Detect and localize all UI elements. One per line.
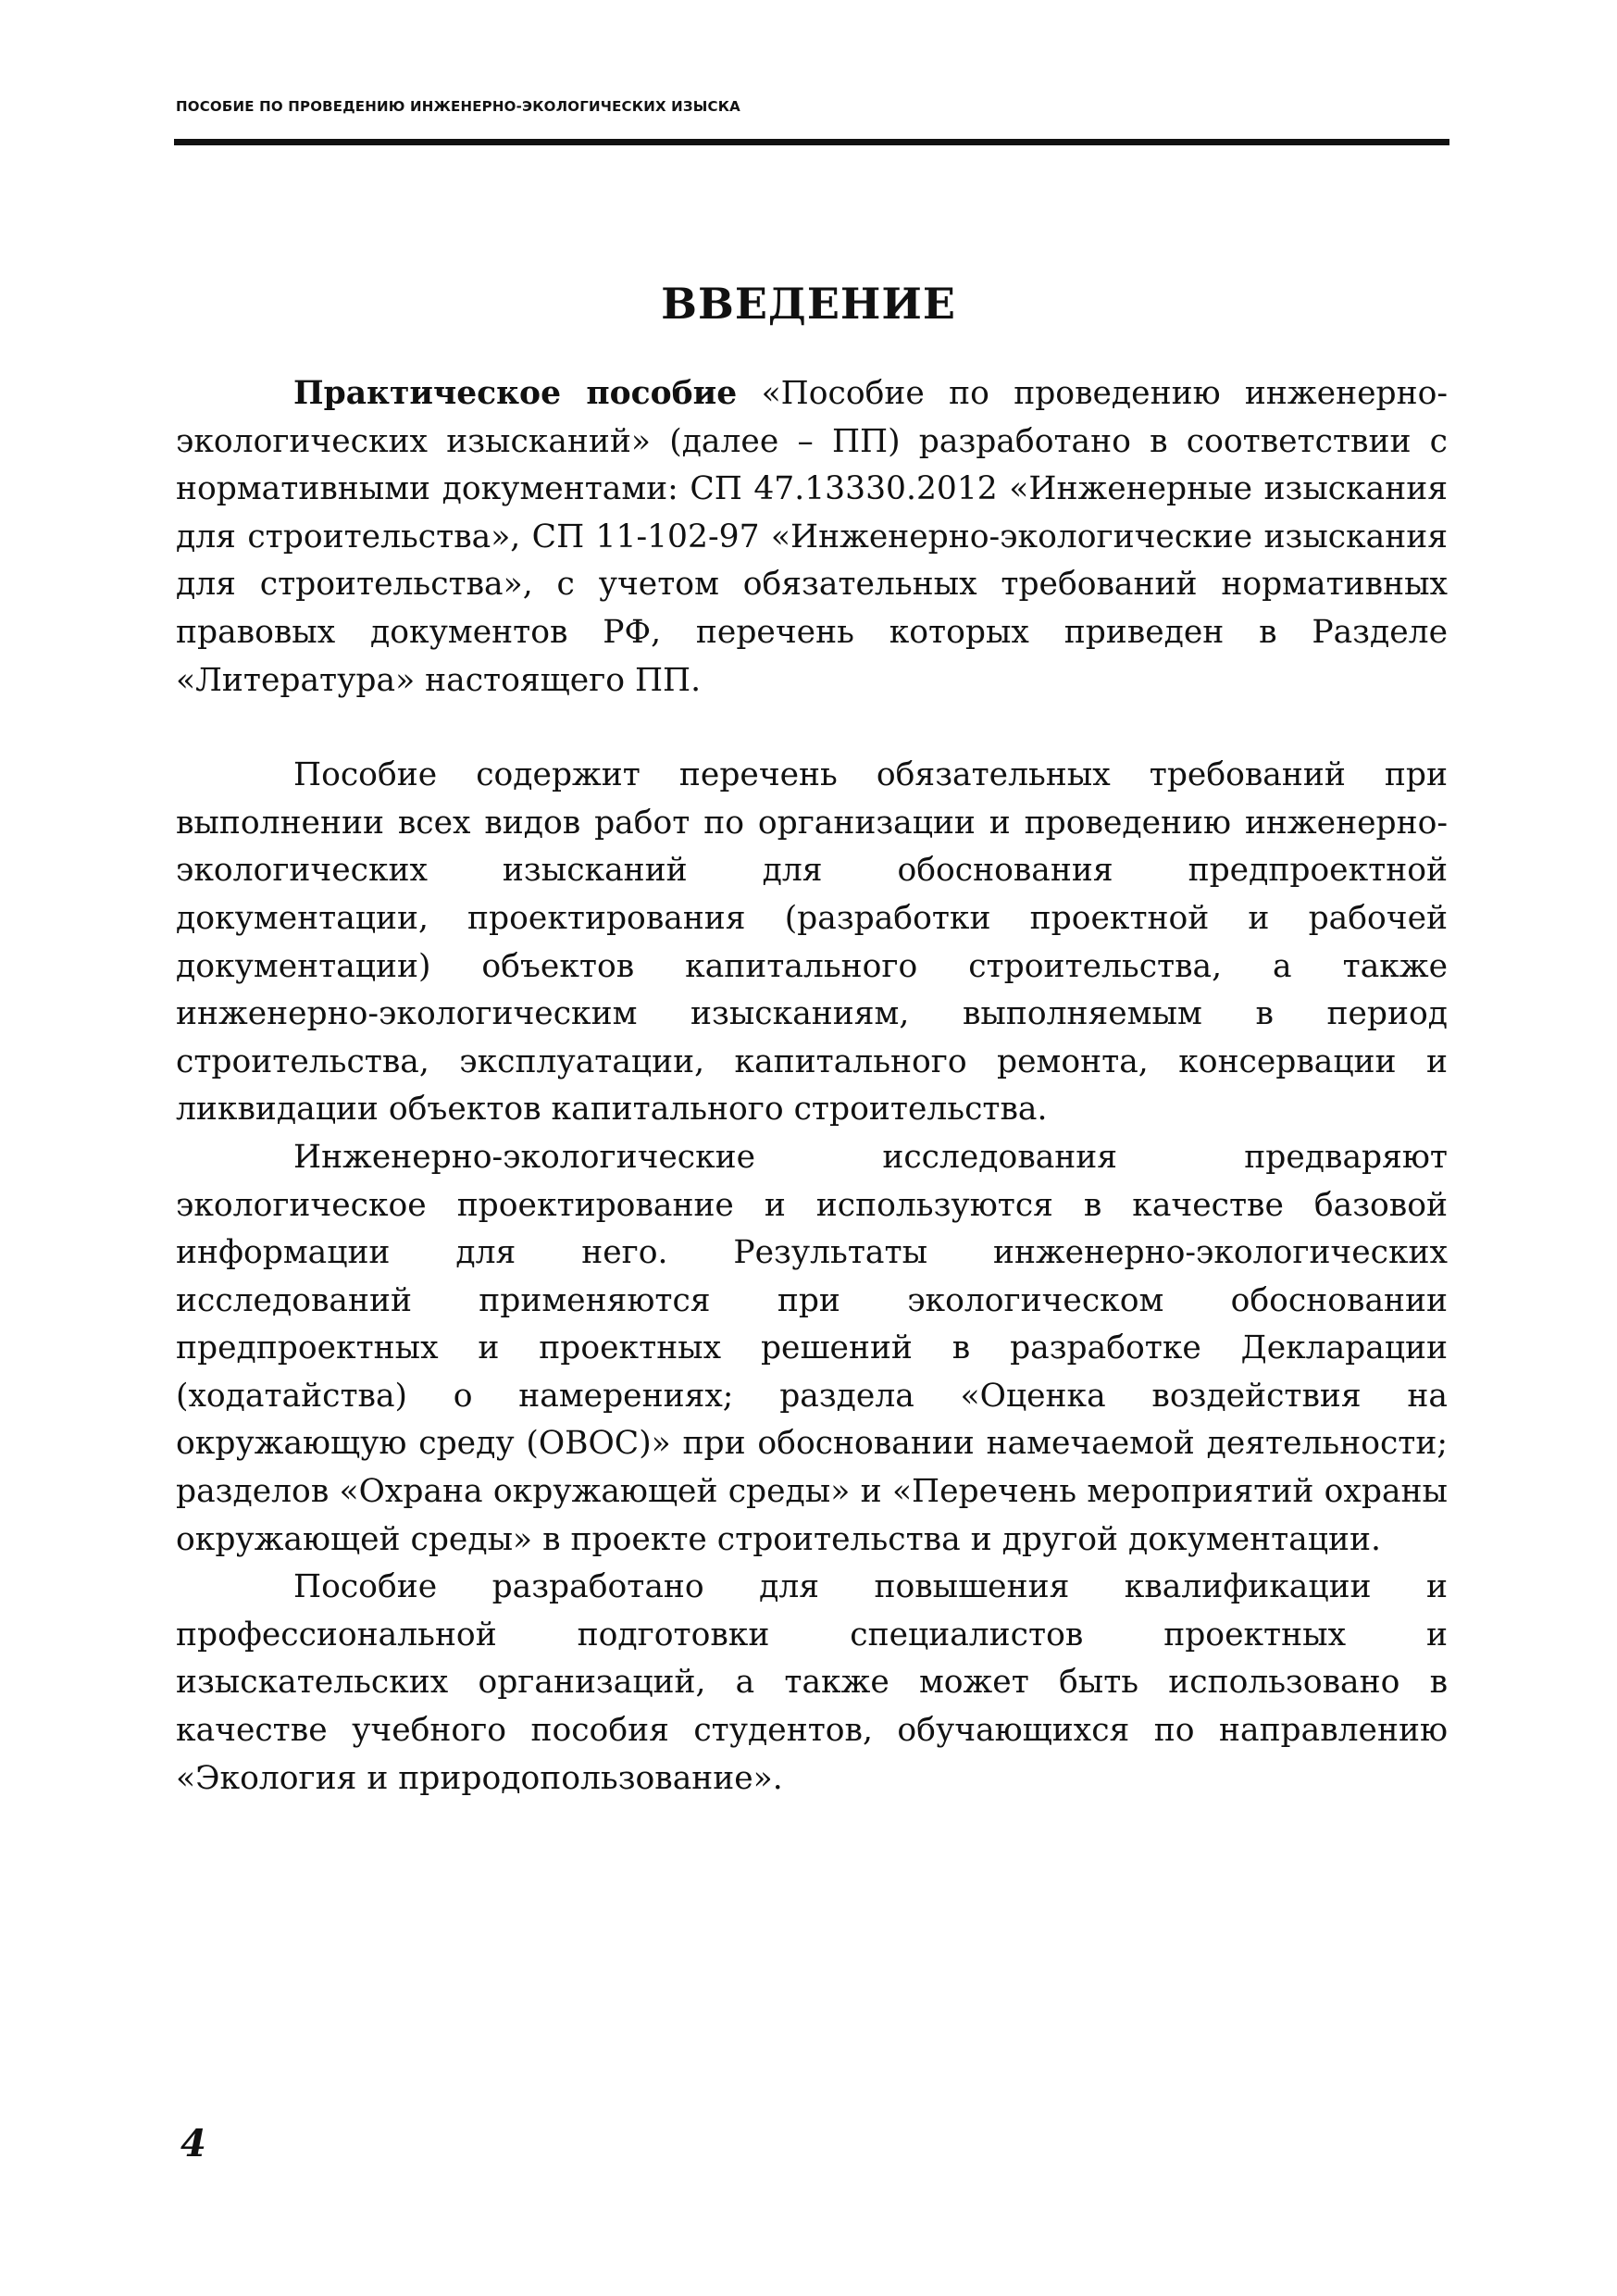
page-number: 4 (180, 2122, 206, 2165)
paragraph-1 (176, 370, 1448, 705)
header-rule (174, 139, 1449, 145)
running-header: ПОСОБИЕ ПО ПРОВЕДЕНИЮ ИНЖЕНЕРНО-ЭКОЛОГИЧЕСКИХ ИЗЫСКА (176, 98, 740, 115)
paragraph-4: Пособие разработано для повышения квалификации и профессиональной подготовки специалистов проектных и изыскательских организаций, а также может быть использовано в качестве учебного пособия студентов, обучающихся по направлению «Экология и природопользование». (176, 1568, 1448, 1797)
page-title: ВВЕДЕНИЕ (661, 278, 956, 329)
paragraph-1-text: «Пособие по проведению инженерно-экологических изысканий» (далее – ПП) разработано в соответствии с нормативными документами: СП 47.13330.2012 «Инженерные изыскания для строительства», СП 11-102-97 «Инженерно-экологические изыскания для строительства», с учетом обязательных требований нормативных правовых документов РФ, перечень которых приведен в Разделе «Литература» настоящего ПП. (176, 375, 1448, 699)
paragraph-3: Инженерно-экологические исследования предваряют экологическое проектирование и используются в качестве базовой информации для него. Результаты инженерно-экологических исследований применяются при экологическом обосновании предпроектных и проектных решений в разработке Декларации (ходатайства) о намерениях; раздела «Оценка воздействия на окружающую среду (ОВОС)» при обосновании намечаемой деятельности; разделов «Охрана окружающей среды» и «Перечень мероприятий охраны окружающей среды» в проекте строительства и другой документации. (176, 1138, 1448, 1558)
paragraph-1-lead: Практическое пособие (293, 375, 738, 412)
body-text (176, 370, 1448, 1803)
paragraph-2: Пособие содержит перечень обязательных требований при выполнении всех видов работ по организации и проведению инженерно-экологических изысканий для обоснования предпроектной документации, проектирования (разработки проектной и рабочей документации) объектов капитального строительства, а также инженерно-экологическим изысканиям, выполняемым в период строительства, эксплуатации, капитального ремонта, консервации и ликвидации объектов капитального строительства. (176, 756, 1448, 1129)
